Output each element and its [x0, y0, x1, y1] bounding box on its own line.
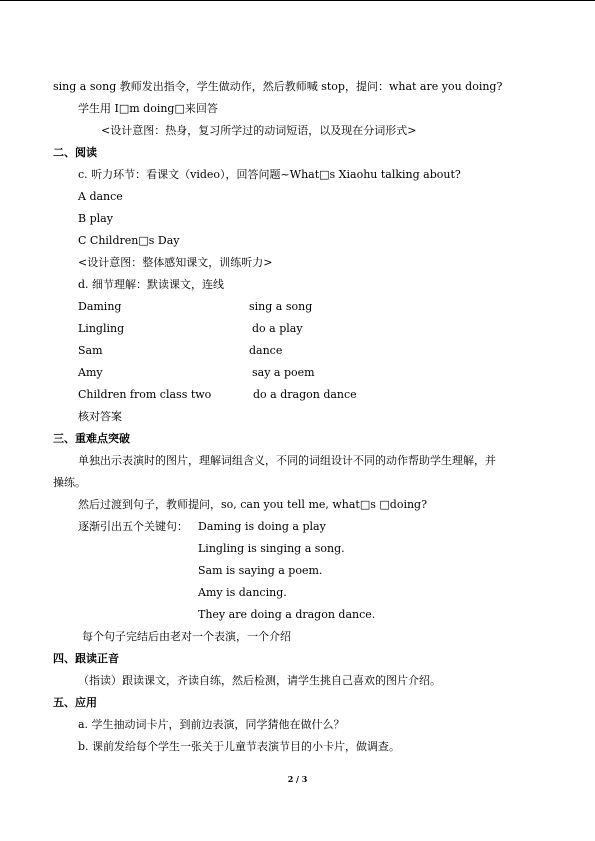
application-b: b. 课前发给每个学生一张关于儿童节表演节目的小卡片，做调查。 [78, 740, 401, 753]
section-3-para-2: 然后过渡到句子，教师提问，so, can you tell me, what□s □doing? [78, 498, 427, 511]
key-sentence: Sam is saying a poem. [198, 564, 323, 577]
key-sentence: Lingling is singing a song. [198, 542, 345, 555]
section-3-heading: 三、重难点突破 [53, 432, 130, 445]
key-sentence: They are doing a dragon dance. [198, 608, 376, 621]
detail-task: d. 细节理解：默读课文，连线 [78, 278, 225, 291]
option-c: C Children□s Day [78, 234, 180, 247]
key-sentence: Amy is dancing. [198, 586, 287, 599]
section-3-para-1b: 操练。 [53, 476, 86, 489]
match-right-item: dance [249, 344, 283, 357]
check-answers: 核对答案 [78, 410, 122, 423]
key-sentence-intro: 逐渐引出五个关键句： [78, 520, 188, 533]
application-a: a. 学生抽动词卡片，到前边表演，同学猜他在做什么？ [78, 718, 345, 731]
section-4-heading: 四、跟读正音 [53, 652, 119, 665]
match-right-item: sing a song [249, 300, 313, 313]
listening-task: c. 听力环节：看课文（video），回答问题~What□s Xiaohu talking about? [78, 168, 461, 181]
warmup-line-1: sing a song 教师发出指令，学生做动作，然后教师喊 stop，提问：what are you doing? [53, 80, 503, 93]
reading-design-note: <设计意图：整体感知课文，训练听力> [78, 256, 273, 269]
match-left-item: Amy [78, 366, 103, 379]
section-5-heading: 五、应用 [53, 696, 97, 709]
warmup-line-2: 学生用 I□m doing□来回答 [78, 102, 218, 115]
match-left-item: Lingling [78, 322, 125, 335]
page-number: 2 / 3 [287, 774, 308, 784]
key-sentence: Daming is doing a play [198, 520, 326, 533]
match-right-item: say a poem [252, 366, 315, 379]
match-left-item: Daming [78, 300, 122, 313]
section-2-heading: 二、阅读 [53, 146, 97, 159]
header-rule [0, 0, 595, 1]
section-3-para-1a: 单独出示表演时的图片，理解词组含义，不同的词组设计不同的动作帮助学生理解，并 [78, 454, 496, 467]
section-3-para-4: 每个句子完结后由老对一个表演，一个介绍 [82, 630, 291, 643]
match-right-item: do a play [252, 322, 303, 335]
match-right-item: do a dragon dance [253, 388, 357, 401]
warmup-design-note: <设计意图：热身，复习所学过的动词短语，以及现在分词形式> [101, 124, 417, 137]
option-b: B play [78, 212, 113, 225]
option-a: A dance [78, 190, 123, 203]
section-4-para: （指读）跟读课文，齐读自练，然后检测，请学生挑自己喜欢的图片介绍。 [78, 674, 441, 687]
match-left-item: Children from class two [78, 388, 212, 401]
match-left-item: Sam [78, 344, 103, 357]
